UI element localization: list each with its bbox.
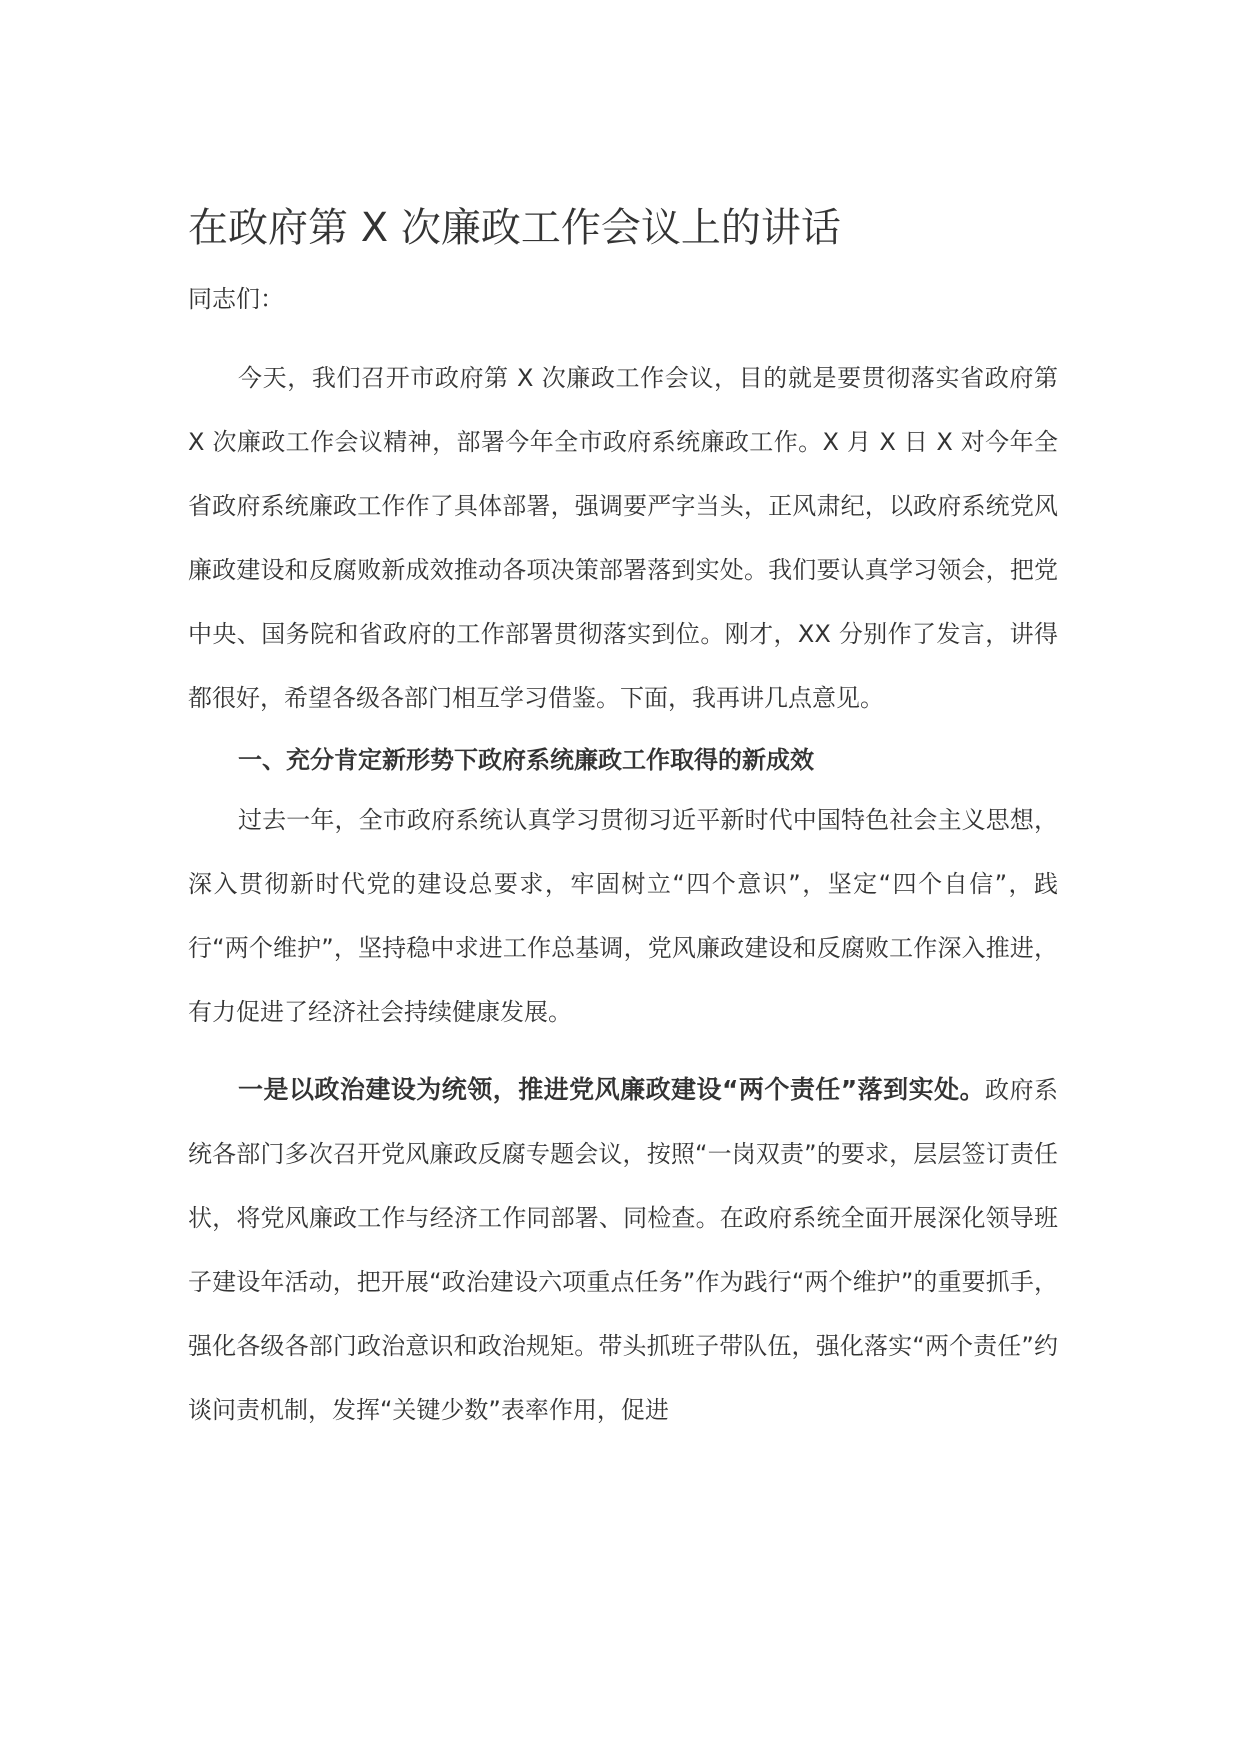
paragraph-achievements: 过去一年，全市政府系统认真学习贯彻习近平新时代中国特色社会主义思想，深入贯彻新时代党的建设总要求，牢固树立“四个意识”，坚定“四个自信”，践行“两个维护”，坚持稳中求进工作总基调，党风廉政建设和反腐败工作深入推进，有力促进了经济社会持续健康发展。 [188, 806, 1058, 1026]
salutation: 同志们： [188, 285, 284, 313]
paragraph-political-building [188, 1058, 1058, 1442]
section-heading-1: 一、充分肯定新形势下政府系统廉政工作取得的新成效 [238, 746, 814, 774]
paragraph-lead: 一是以政治建设为统领，推进党风廉政建设“两个责任”落到实处。 [238, 1075, 986, 1104]
paragraph-intro: 今天，我们召开市政府第 X 次廉政工作会议，目的就是要贯彻落实省政府第 X 次廉政工作会议精神，部署今年全市政府系统廉政工作。X 月 X 日 X 对今年全省政府系统廉政工作作了具体部署，强调要严字当头，正风肃纪，以政府系统党风廉政建设和反腐败新成效推动各项决策部署落到实处。我们要认真学习领会，把党中央、国务院和省政府的工作部署贯彻落实到位。刚才，XX 分别作了发言，讲得都很好，希望各级各部门相互学习借鉴。下面，我再讲几点意见。 [188, 364, 1058, 712]
document-page [188, 200, 1058, 1442]
paragraph-body: 政府系统各部门多次召开党风廉政反腐专题会议，按照“一岗双责”的要求，层层签订责任状，将党风廉政工作与经济工作同部署、同检查。在政府系统全面开展深化领导班子建设年活动，把开展“政治建设六项重点任务”作为践行“两个维护”的重要抓手，强化各级各部门政治意识和政治规矩。带头抓班子带队伍，强化落实“两个责任”约谈问责机制，发挥“关键少数”表率作用，促进 [188, 1076, 1058, 1424]
document-title: 在政府第 X 次廉政工作会议上的讲话 [188, 205, 841, 251]
